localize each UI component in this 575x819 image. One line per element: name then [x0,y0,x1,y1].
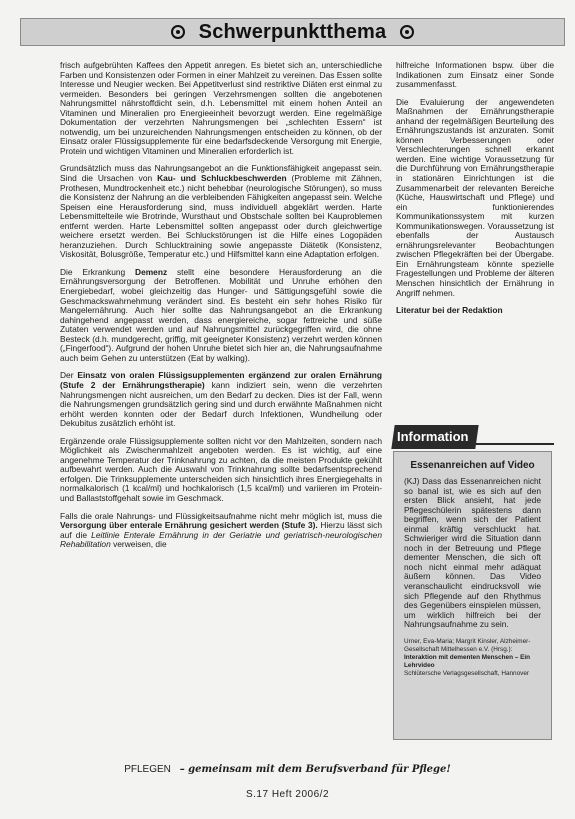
right-column [396,61,554,324]
left-column [60,61,382,558]
paragraph: Die Evaluierung der angewendeten Maßnahmen der Ernährungstherapie anhand der regelmäßigen Beurteilung des Ernährungszustands ist anzuraten. Somit können Verbesserungen oder Verschlechterungen schnell erkannt werden. Eine wichtige Voraussetzung für die Durchführung von Ernährungstherapie in stationären Einrichtungen ist die Zusammenarbeit der relevanten Bereiche (Küche, Hauswirtschaft und Pflege) und ein funktionierendes Kommunikationssystem mit kurzen Kommunikationswegen. Voraussetzung ist ebenfalls der Austausch ernährungsrelevanter Beobachtungen zwischen Pflegekräften bei der Übergabe. Ein Ernährungsteam könnte spezielle Fragestellungen und Probleme der älteren Menschen hinsichtlich der Ernährung in Angriff nehmen. [396,96,554,298]
target-icon [400,25,414,39]
literature-note: Literatur bei der Redaktion [396,305,503,316]
info-title: Essenanreichen auf Video [410,460,535,471]
page-number: S.17 Heft 2006/2 [245,789,330,800]
info-text: (KJ) Dass das Essenanreichen nicht so banal ist, wie es sich auf den ersten Blick ansieht, hat jede Pflegeschülerin spätestens dann begriffen, wenn sich der Patient einmal kräftig verschluckt hat. Schwieriger wird die Situation dann noch in der Betreuung und Pflege dementer Menschen, die sich oft noch nicht einmal mehr adäquat äußern können. Das Video veranschaulicht eindrucksvoll wie sich Pflegende auf den Rhythmus des Gegenübers einspielen müssen, um wirklich hilfreich bei der Nahrungsaufnahme zu sein. [404,476,541,630]
footer-brand: PFLEGEN [124,764,171,775]
paragraph: Die Erkrankung Demenz stellt eine besondere Herausforderung an die Ernährungsversorgung der Betroffenen. Mobilität und Unruhe erhöhen den Energiebedarf, wobei gleichzeitig das Hunger- und Sättigungsgefühl sowie die Geschmackswahrnehmung verändert sind. Es besteht ein sehr hohes Risiko für Mangelernährung. Auch hier sollte das Nahrungsangebot an die Erkrankung dahingehend angepasst werden, dass energiereiche, sogar fettreiche und süße Zutaten verwendet werden und auf Nahrungsmittel zurückgegriffen wird, die ohne Besteck (d.h. mundgerecht, griffig, mit geeigneter Konsistenz) verzehrt werden können („Fingerfood“). Aufgrund der hohen Unruhe bietet sich hier an, die Nahrungsaufnahme auch beim Gehen zu unterstützen (Eat by walking). [60,266,382,363]
info-credit: Urner, Eva-Maria; Margrit Kinsler, Alzheimer-Gesellschaft Mittelhessen e.V. (Hrsg.): Interaktion mit dementen Menschen – Ein Lehrvideo Schlütersche Verlagsgesellschaft, Hannover [404,637,531,677]
paragraph: Falls die orale Nahrungs- und Flüssigkeitsaufnahme nicht mehr möglich ist, muss die Versorgung über enterale Ernährung gesichert werden (Stufe 3). Hierzu lässt sich auf die Leitlinie Enterale Ernährung in der Geriatrie und geriatrisch-neurologischen Rehabilitation verweisen, die [60,510,383,550]
information-box [393,425,554,740]
paragraph: hilfreiche Informationen bspw. über die Indikationen zum Einsatz einer Sonde zusammenfasst. [396,60,554,90]
paragraph: Grundsätzlich muss das Nahrungsangebot an die Funktionsfähigkeit angepasst sein. Sind die Ursachen von Kau- und Schluckbeschwerden (Probleme mit Zähnen, Prothesen, Mundtrockenheit etc.) nicht behebbar (neurologische Störungen), so muss die Konsistenz der Nahrung an die verbleibenden Fähigkeiten angepasst sein. Welche Speisen eine Herausforderung sind, muss individuell abgeklärt werden. Harte Lebensmittelteile wie Brotrinde, Wursthaut und Obstschale sollten bei Kauproblemen entfernt werden. Harte Lebensmittel sollten angepasst oder durch gleichwertige weichere ersetzt werden. Bei Schluckstörungen ist die Hilfe eines Logopäden heranzuziehen. Durch Schlucktraining sowie angepasste Diätetik (Konsistenz, Viskosität, Bolusgröße, Temperatur etc.) und Hilfsmittel kann eine Adaptation erfolgen. [60,163,382,260]
paragraph: Ergänzende orale Flüssigsupplemente sollten nicht vor den Mahlzeiten, sondern nach Möglichkeit als Zwischenmahlzeit angeboten werden. Es ist wichtig, auf eine angenehme Temperatur der Trinknahrung zu achten, da die meisten Produkte gekühlt aufbewahrt werden. Auch die Auswahl von Trinknahrung sollte bedarfsentsprechend erfolgen. Die Trinksupplemente unterscheiden sich hinsichtlich ihres Energiegehalts in normalkalorisch (1 kcal/ml) und hochkalorisch (1,5 kcal/ml) und variieren im Protein- und Ballaststoffgehalt sowie im Geschmack. [60,435,382,503]
footer [0,764,575,775]
section-title: Schwerpunktthema [198,20,387,43]
target-icon [171,25,185,39]
information-body [393,451,552,740]
information-tab: Information [391,425,478,449]
footer-slogan: – gemeinsam mit dem Berufsverband für Pflege! [179,764,451,775]
paragraph: Der Einsatz von oralen Flüssigsupplementen ergänzend zur oralen Ernährung (Stufe 2 der Ernährungstherapie) kann indiziert sein, wenn die verzehrten Nahrungsmengen nicht ausreichen, um den Bedarf zu decken. Dies ist der Fall, wenn die Nahrungsmengen grundsätzlich gering sind und durch erwähnte Maßnahmen nicht erhöht werden konnten oder der Bedarf durch Infektionen, Wundheilung oder Dekubitus zusätzlich erhöht ist. [60,370,383,429]
section-header [20,18,565,46]
paragraph: frisch aufgebrühten Kaffees den Appetit anregen. Es bietet sich an, unterschiedliche Farben und Konsistenzen oder Formen in einer Mahlzeit zu vereinen. Das Essen sollte Interesse und Neugier wecken. Bei Appetitverlust sind restriktive Diäten erst einmal zu vermeiden. Besonders bei geringen Verzehrsmengen sollten die angebotenen Nahrungsmittel nährstoffdicht sein, d.h. Lebensmittel mit einem hohen Anteil an Vitaminen und Mineralien pro Energieeinheit bevorzugt werden. Eine regelmäßige Dokumentation der verzehrten Nahrungsmengen bei „schlechten Essern“ ist notwendig, um bei unzureichenden Nahrungsmengen entscheiden zu können, ob der Einsatz oraler Flüssigsupplemente für eine bedarfsdeckende Versorgung mit Energie, Protein und wichtigen Vitaminen und Mineralien erforderlich ist. [60,60,382,156]
